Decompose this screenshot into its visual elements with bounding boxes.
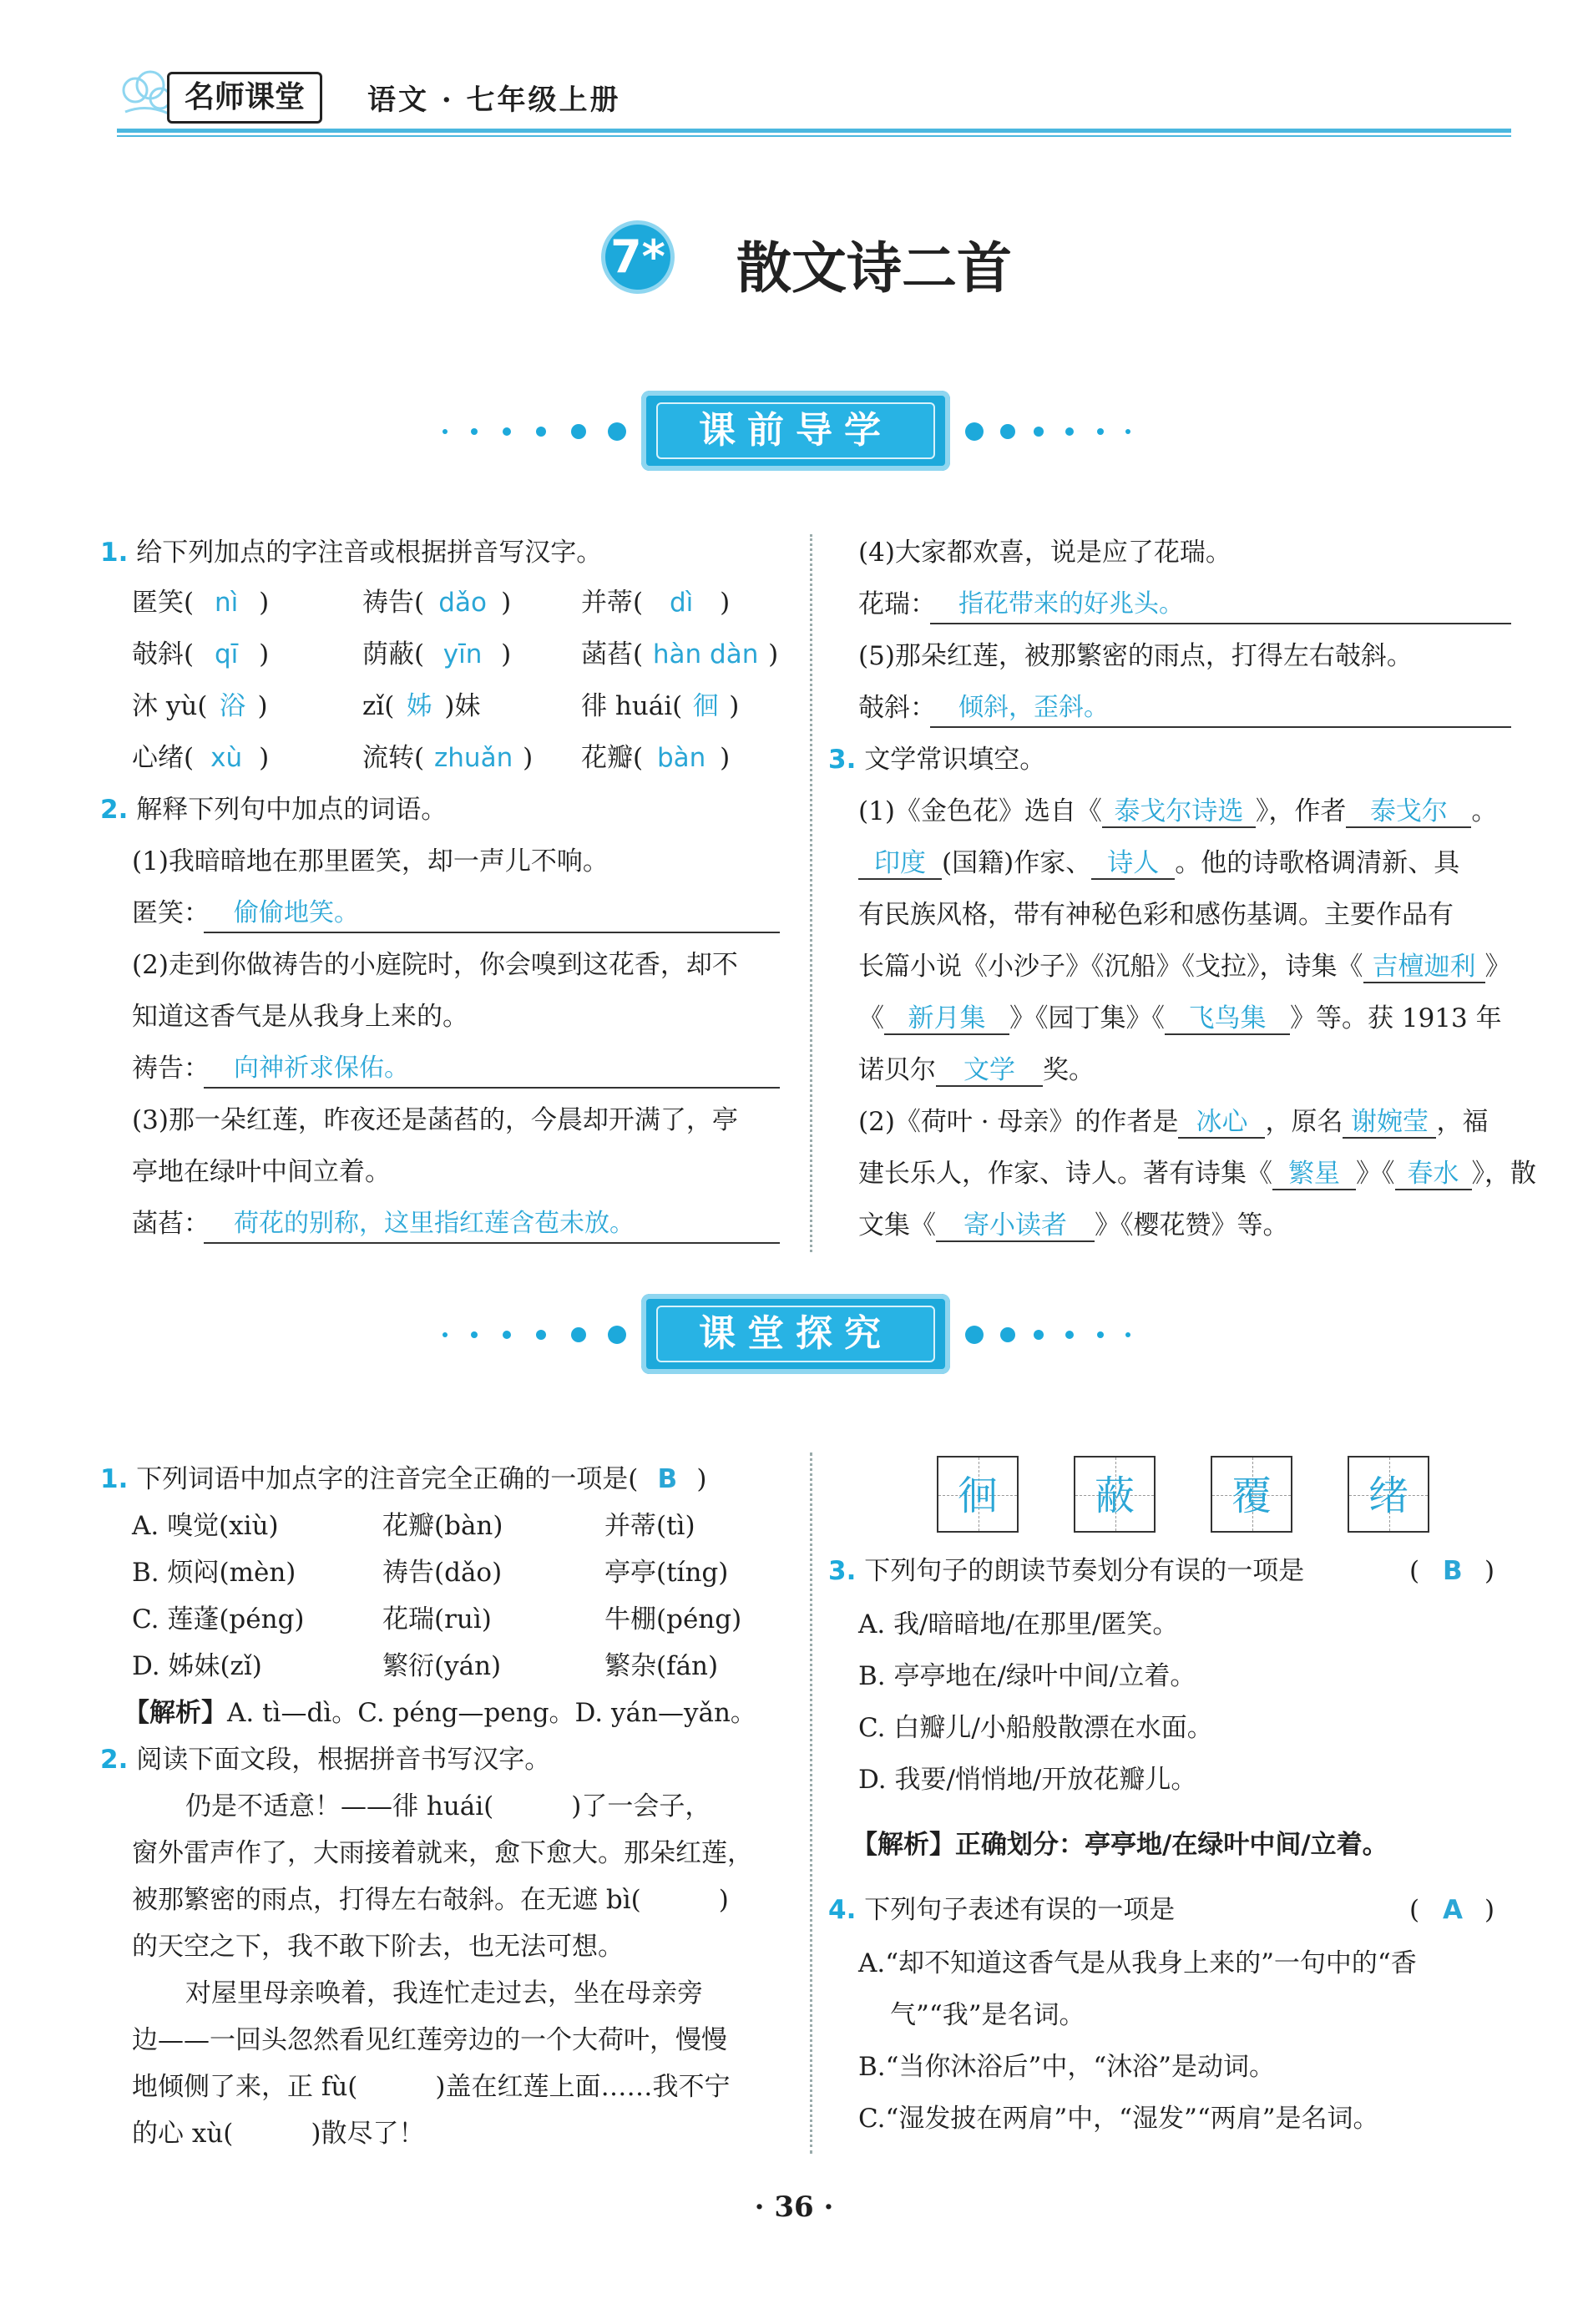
banner-dot: [1000, 1327, 1015, 1342]
banner-dot: [536, 427, 546, 437]
lesson-title-text: 散文诗二首: [736, 236, 1012, 301]
option-text: 花瑞(ruì): [382, 1604, 492, 1634]
option-text: B. 烦闷(mèn): [132, 1558, 296, 1588]
banner-dot: [965, 422, 984, 441]
pinyin-item: zǐ( 姊 )妹: [362, 691, 481, 721]
option-text: D. 我要/悄悄地/开放花瓣儿。: [858, 1765, 1197, 1795]
banner-dot: [1125, 429, 1130, 434]
passage-line: 边——一回头忽然看见红莲旁边的一个大荷叶，慢慢: [132, 2025, 727, 2055]
banner-dot: [571, 424, 586, 439]
pre-q3-stem: 3. 文学常识填空。: [828, 745, 1046, 775]
banner-dot: [1125, 1332, 1130, 1337]
banner-box: [641, 391, 950, 471]
option-text: A. 我/暗暗地/在那里/匿笑。: [858, 1609, 1179, 1639]
fill-line: 建长乐人，作家、诗人。著有诗集《 繁星 》《 春水 》，散: [858, 1159, 1536, 1189]
banner-dot: [1097, 1331, 1104, 1338]
banner-title: 课堂探究: [699, 1312, 893, 1355]
answer-label: 匿笑：: [132, 898, 210, 928]
class-q3-stem: 3. 下列句子的朗读节奏划分有误的一项是 ( B ): [828, 1556, 1495, 1586]
fill-line: 文集《 寄小读者 》《樱花赞》等。: [858, 1210, 1289, 1240]
option-text: A. 嗅觉(xiù): [132, 1511, 279, 1541]
class-q2-stem: 2. 阅读下面文段，根据拼音书写汉字。: [100, 1745, 551, 1775]
sentence: (5)那朵红莲，被那繁密的雨点，打得左右攲斜。: [858, 641, 1413, 671]
fill-line: 长篇小说《小沙子》《沉船》《戈拉》，诗集《 吉檀迦利 》: [858, 952, 1511, 982]
option-text: 繁杂(fán): [604, 1651, 719, 1681]
answer-label: 祷告：: [132, 1053, 210, 1084]
answer-underline: [204, 932, 780, 933]
banner-dot: [443, 1332, 448, 1337]
passage-line: 仍是不适意！——徘 huái( )了一会子，: [185, 1791, 711, 1821]
passage-line: 被那繁密的雨点，打得左右攲斜。在无遮 bì( ): [132, 1885, 729, 1915]
answer-text: 指花带来的好兆头。: [958, 589, 1184, 619]
fill-line: 印度 (国籍)作家、 诗人 。他的诗歌格调清新、具: [858, 846, 1459, 880]
banner-dot: [471, 428, 478, 435]
pinyin-item: 祷告( dǎo ): [362, 588, 512, 618]
passage-line: 窗外雷声作了，大雨接着就来，愈下愈大。那朵红莲，: [132, 1838, 753, 1868]
page-number: · 36 ·: [754, 2190, 834, 2224]
answer-underline: [204, 1087, 780, 1089]
sentence: (4)大家都欢喜，说是应了花瑞。: [858, 538, 1231, 568]
answer-underline: [930, 726, 1511, 728]
class-q4-stem: 4. 下列句子表述有误的一项是 ( A ): [828, 1895, 1495, 1925]
sentence: (2)走到你做祷告的小庭院时，你会嗅到这花香，却不: [132, 950, 738, 980]
banner-box: [641, 1294, 950, 1374]
option-text: C. 莲蓬(péng): [132, 1604, 305, 1634]
banner-dot: [608, 422, 626, 441]
pinyin-item: 花瓣( bàn ): [581, 743, 731, 773]
class-q1-stem: 1. 下列词语中加点字的注音完全正确的一项是( B ): [100, 1464, 707, 1494]
fill-line: 《 新月集 》《园丁集》《 飞鸟集 》等。获 1913 年: [858, 1003, 1502, 1033]
banner-dot: [608, 1326, 626, 1344]
series-badge: 名师课堂: [167, 72, 322, 124]
option-text: D. 姊妹(zǐ): [132, 1651, 262, 1681]
banner-dot: [571, 1327, 586, 1342]
answer-underline: [204, 1242, 780, 1244]
header-rule-thin: [117, 135, 1511, 137]
banner-dot: [1097, 428, 1104, 435]
fill-line: 诺贝尔 文学 奖。: [858, 1055, 1095, 1085]
banner-dot: [503, 427, 511, 436]
pinyin-item: 心绪( xù ): [132, 743, 270, 773]
answer-text: 荷花的别称，这里指红莲含苞未放。: [234, 1209, 635, 1238]
answer-text: 向神祈求保佑。: [234, 1053, 409, 1083]
pre-q1-stem: 1. 给下列加点的字注音或根据拼音写汉字。: [100, 538, 603, 568]
answer-label: 菡萏：: [132, 1209, 210, 1239]
passage-line: 的天空之下，我不敢下阶去，也无法可想。: [132, 1932, 624, 1962]
answer-text: 偷偷地笑。: [234, 898, 359, 927]
header-rule: [117, 129, 1511, 133]
banner-title: 课前导学: [699, 409, 893, 452]
page-header: [117, 65, 1511, 132]
analysis: 【解析】A. tì—dì。C. péng—peng。D. yán—yǎn。: [124, 1698, 756, 1728]
column-divider: [810, 1452, 812, 2154]
char-grid-box: 徊: [937, 1456, 1019, 1533]
banner-dot: [965, 1326, 984, 1344]
pinyin-item: 徘 huái( 徊 ): [581, 691, 740, 721]
option-text: A.“却不知道这香气是从我身上来的”一句中的“香: [858, 1948, 1417, 1978]
answer-label: 攲斜：: [858, 693, 936, 723]
pinyin-item: 荫蔽( yīn ): [362, 639, 512, 669]
option-text: 繁衍(yán): [382, 1651, 502, 1681]
banner-dot: [1065, 427, 1074, 436]
fill-line: 有民族风格，带有神秘色彩和感伤基调。主要作品有: [858, 900, 1454, 930]
option-text: 亭亭(tíng): [604, 1558, 729, 1588]
fill-line: (1)《金色花》选自《 泰戈尔诗选 》，作者 泰戈尔 。: [858, 796, 1498, 826]
answer-underline: [930, 623, 1511, 624]
passage-line: 地倾侧了来，正 fù( )盖在红莲上面……我不宁: [132, 2072, 731, 2102]
option-text: B. 亭亭地在/绿叶中间/立着。: [858, 1661, 1196, 1691]
sentence: 知道这香气是从我身上来的。: [132, 1002, 468, 1032]
option-text: 并蒂(tì): [604, 1511, 695, 1541]
book-subtitle: 语文 · 七年级上册: [367, 83, 621, 117]
banner-dot: [503, 1331, 511, 1339]
banner-dot: [1000, 424, 1015, 439]
fill-line: (2)《荷叶 · 母亲》的作者是 冰心 ，原名 谢婉莹 ，福: [858, 1107, 1489, 1137]
pinyin-item: 沐 yù( 浴 ): [132, 691, 268, 721]
option-text: 气”“我”是名词。: [890, 2000, 1085, 2030]
answer-text: 倾斜，歪斜。: [958, 693, 1109, 722]
column-divider: [810, 534, 812, 1252]
option-text: B.“当你沐浴后”中，“沐浴”是动词。: [858, 2052, 1276, 2082]
banner-dot: [443, 429, 448, 434]
option-text: 花瓣(bàn): [382, 1511, 503, 1541]
pinyin-item: 匿笑( nì ): [132, 588, 270, 618]
char-grid-box: 蔽: [1074, 1456, 1156, 1533]
banner-dot: [1065, 1331, 1074, 1339]
banner-dot: [1034, 427, 1044, 437]
answer-label: 花瑞：: [858, 589, 936, 619]
pinyin-item: 并蒂( dì ): [581, 588, 731, 618]
option-text: 祷告(dǎo): [382, 1558, 503, 1588]
lesson-number: 7*: [601, 220, 675, 294]
char-grid-box: 覆: [1211, 1456, 1292, 1533]
section-banner-class: [443, 1294, 1144, 1377]
option-text: C.“湿发披在两肩”中，“湿发”“两肩”是名词。: [858, 2104, 1379, 2134]
sentence: (3)那一朵红莲，昨夜还是菡萏的，今晨却开满了，亭: [132, 1105, 738, 1135]
passage-line: 对屋里母亲唤着，我连忙走过去，坐在母亲旁: [185, 1978, 703, 2008]
sentence: (1)我暗暗地在那里匿笑，却一声儿不响。: [132, 846, 609, 877]
banner-dot: [536, 1330, 546, 1340]
passage-line: 的心 xù( )散尽了！: [132, 2119, 425, 2149]
pinyin-item: 攲斜( qī ): [132, 639, 270, 669]
option-text: 牛棚(péng): [604, 1604, 742, 1634]
banner-dot: [1034, 1330, 1044, 1340]
char-grid-box: 绪: [1348, 1456, 1429, 1533]
pinyin-item: 流转( zhuǎn ): [362, 743, 534, 773]
section-banner-pre: [443, 391, 1144, 474]
pre-q2-stem: 2. 解释下列句中加点的词语。: [100, 795, 448, 825]
analysis: 【解析】正确划分：亭亭地/在绿叶中间/立着。: [852, 1830, 1388, 1860]
pinyin-item: 菡萏( hàn dàn ): [581, 639, 779, 669]
option-text: C. 白瓣儿/小船般散漂在水面。: [858, 1713, 1213, 1743]
sentence: 亭地在绿叶中间立着。: [132, 1157, 391, 1187]
banner-dot: [471, 1331, 478, 1338]
